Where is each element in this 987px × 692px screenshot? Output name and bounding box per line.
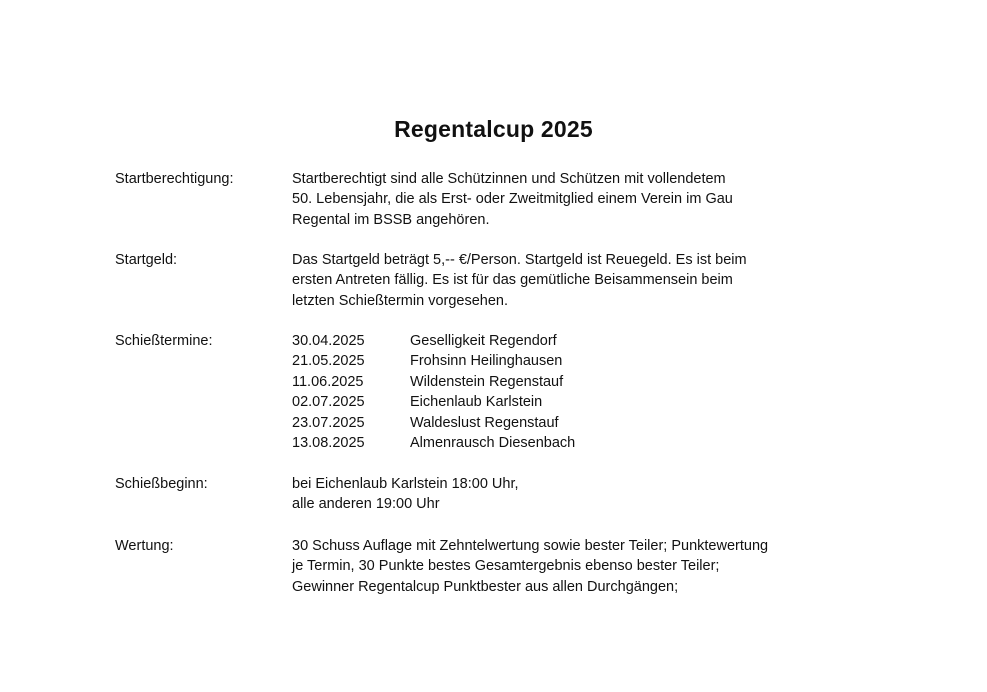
text-line: Startberechtigt sind alle Schützinnen und Schützen mit vollendetem: [292, 171, 726, 187]
termine-list: [292, 331, 832, 453]
termin-row: [292, 433, 832, 453]
text-line: je Termin, 30 Punkte bestes Gesamtergebnis ebenso bester Teiler;: [292, 558, 720, 575]
termin-date: 23.07.2025: [292, 414, 365, 431]
termin-row: [292, 331, 832, 351]
text-line: Gewinner Regentalcup Punktbester aus allen Durchgängen;: [292, 578, 679, 595]
section-label: Startgeld:: [115, 252, 178, 268]
termin-date: 21.05.2025: [292, 353, 365, 370]
termin-club: Wildenstein Regenstauf: [410, 373, 564, 390]
text-line: alle anderen 19:00 Uhr: [292, 496, 440, 513]
termin-club: Eichenlaub Karlstein: [410, 394, 543, 411]
section-label: Startberechtigung:: [115, 171, 234, 187]
section-content: [292, 169, 832, 230]
termin-date: 30.04.2025: [292, 333, 365, 349]
section-label: Schießtermine:: [115, 333, 213, 349]
text-line: letzten Schießtermin vorgesehen.: [292, 292, 508, 309]
section-label: Wertung:: [115, 538, 174, 554]
termin-club: Almenrausch Diesenbach: [410, 434, 576, 451]
termin-date: 02.07.2025: [292, 394, 365, 411]
text-line: Regental im BSSB angehören.: [292, 211, 490, 228]
section-content: [292, 474, 832, 515]
text-line: bei Eichenlaub Karlstein 18:00 Uhr,: [292, 476, 519, 492]
termin-row: [292, 372, 832, 392]
section-content: [292, 250, 832, 311]
document-title: Regentalcup 2025: [394, 116, 593, 142]
termin-club: Waldeslust Regenstauf: [410, 414, 559, 431]
section-label: Schießbeginn:: [115, 476, 208, 492]
text-line: Das Startgeld beträgt 5,-- €/Person. Startgeld ist Reuegeld. Es ist beim: [292, 252, 747, 268]
text-line: ersten Antreten fällig. Es ist für das gemütliche Beisammensein beim: [292, 272, 733, 289]
text-line: 50. Lebensjahr, die als Erst- oder Zweitmitglied einem Verein im Gau: [292, 191, 733, 208]
termin-club: Geselligkeit Regendorf: [410, 333, 557, 349]
section-content: [292, 536, 832, 597]
text-line: 30 Schuss Auflage mit Zehntelwertung sowie bester Teiler; Punktewertung: [292, 538, 769, 554]
termin-row: [292, 351, 832, 371]
termin-row: [292, 413, 832, 433]
termin-date: 13.08.2025: [292, 434, 365, 451]
termin-club: Frohsinn Heilinghausen: [410, 353, 563, 370]
termin-row: [292, 392, 832, 412]
termin-date: 11.06.2025: [292, 373, 364, 390]
